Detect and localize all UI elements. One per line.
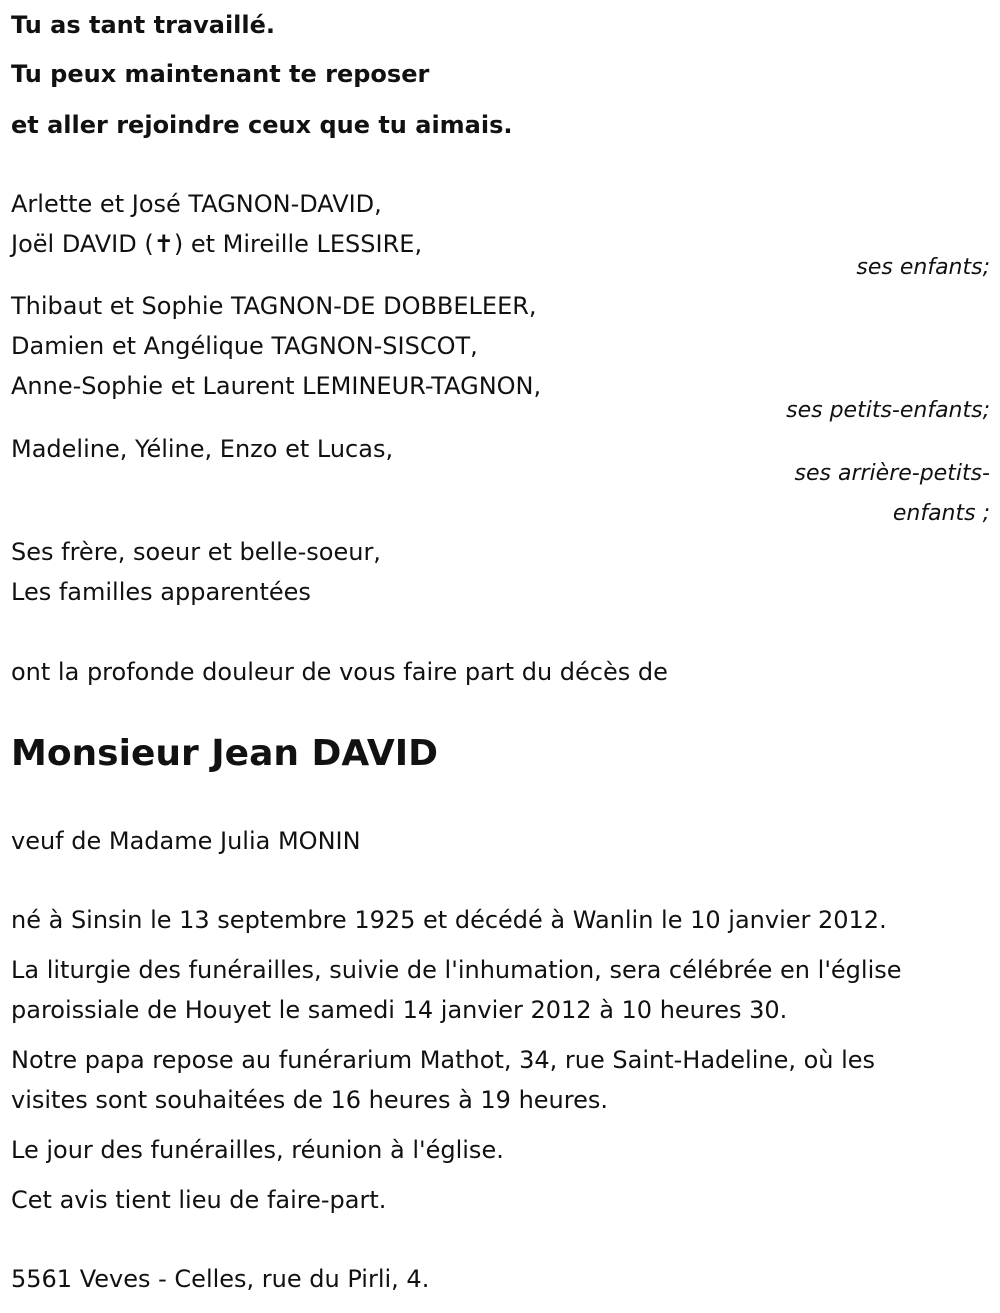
grandchildren-name-3: Anne-Sophie et Laurent LEMINEUR-TAGNON, — [11, 372, 542, 400]
children-label: ses enfants; — [856, 255, 990, 280]
deceased-name: Monsieur Jean DAVID — [11, 733, 438, 774]
grandchildren-name-2: Damien et Angélique TAGNON-SISCOT, — [11, 332, 478, 360]
detail-liturgy-1: La liturgie des funérailles, suivie de l'inhumation, sera célébrée en l'église — [11, 956, 902, 984]
detail-funerarium-2: visites sont souhaitées de 16 heures à 19 heures. — [11, 1086, 608, 1114]
widower-of: veuf de Madame Julia MONIN — [11, 827, 361, 855]
address: 5561 Veves - Celles, rue du Pirli, 4. — [11, 1265, 430, 1293]
poem-line-1: Tu as tant travaillé. — [11, 11, 276, 39]
great-grandchildren-label-1: ses arrière-petits- — [794, 461, 990, 486]
announcement: ont la profonde douleur de vous faire part du décès de — [11, 658, 668, 686]
children-name-2: Joël DAVID (✝) et Mireille LESSIRE, — [11, 230, 423, 258]
others-line-2: Les familles apparentées — [11, 578, 311, 606]
poem-line-2: Tu peux maintenant te reposer — [11, 60, 430, 88]
detail-liturgy-2: paroissiale de Houyet le samedi 14 janvier 2012 à 10 heures 30. — [11, 996, 788, 1024]
grandchildren-name-1: Thibaut et Sophie TAGNON-DE DOBBELEER, — [11, 292, 537, 320]
grandchildren-label: ses petits-enfants; — [786, 398, 990, 423]
others-line-1: Ses frère, soeur et belle-soeur, — [11, 538, 381, 566]
children-name-1: Arlette et José TAGNON-DAVID, — [11, 190, 382, 218]
detail-funerarium-1: Notre papa repose au funérarium Mathot, 34, rue Saint-Hadeline, où les — [11, 1046, 876, 1074]
detail-meeting: Le jour des funérailles, réunion à l'église. — [11, 1136, 504, 1164]
detail-birth-death: né à Sinsin le 13 septembre 1925 et décédé à Wanlin le 10 janvier 2012. — [11, 906, 887, 934]
detail-notice: Cet avis tient lieu de faire-part. — [11, 1186, 387, 1214]
great-grandchildren-names: Madeline, Yéline, Enzo et Lucas, — [11, 435, 394, 463]
great-grandchildren-label-2: enfants ; — [892, 501, 990, 526]
poem-line-3: et aller rejoindre ceux que tu aimais. — [11, 111, 513, 139]
